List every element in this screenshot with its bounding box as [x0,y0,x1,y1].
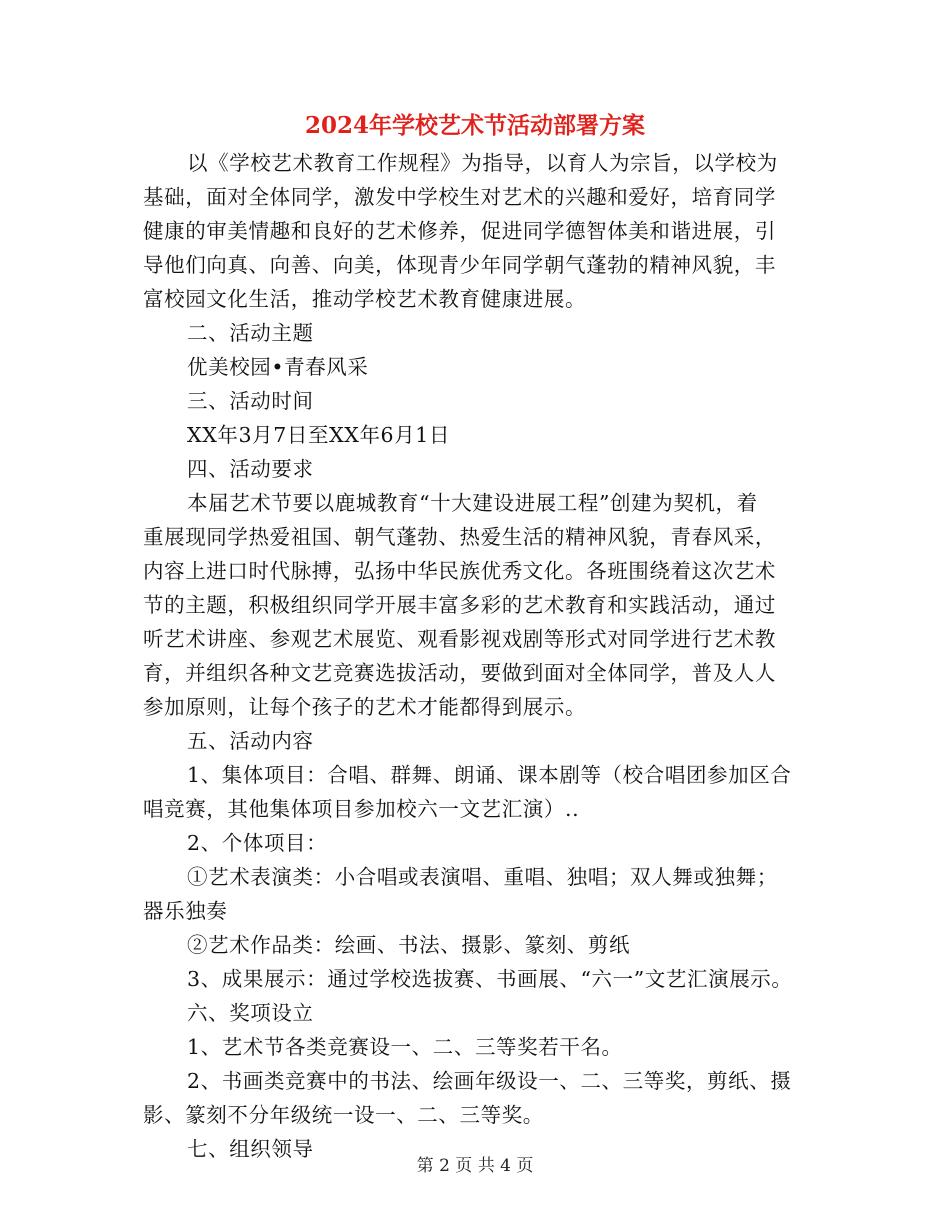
text-line: 2、个体项目： [187,831,328,855]
text-line: 导他们向真、向善、向美，体现青少年同学朝气蓬勃的精神风貌，丰 [143,253,776,277]
text-line: 富校园文化生活，推动学校艺术教育健康进展。 [143,287,587,311]
text-line: 1、艺术节各类竞赛设一、二、三等奖若干名。 [187,1035,623,1059]
text-line: 基础，面对全体同学，激发中学校生对艺术的兴趣和爱好，培育同学 [143,185,776,209]
text-line: 参加原则，让每个孩子的艺术才能都得到展示。 [143,695,587,719]
text-line: 器乐独奏 [143,899,228,923]
text-line: 六、奖项设立 [187,1001,314,1025]
text-line: 内容上进口时代脉搏，弘扬中华民族优秀文化。各班围绕着这次艺术 [143,559,776,583]
document-body [143,146,813,1166]
text-line: 优美校园•青春风采 [187,355,369,379]
text-line: 二、活动主题 [187,321,314,345]
text-line: 以《学校艺术教育工作规程》为指导，以育人为宗旨，以学校为 [187,151,778,175]
page-footer: 第 2 页 共 4 页 [416,1156,534,1176]
text-line: ②艺术作品类：绘画、书法、摄影、篆刻、剪纸 [187,933,631,957]
text-line: 本届艺术节要以鹿城教育“十大建设进展工程”创建为契机，着 [187,491,758,515]
text-line: 2、书画类竞赛中的书法、绘画年级设一、二、三等奖，剪纸、摄 [187,1069,792,1093]
text-line: 四、活动要求 [187,457,314,481]
text-line: 听艺术讲座、参观艺术展览、观看影视戏剧等形式对同学进行艺术教 [143,627,776,651]
text-line: 七、组织领导 [187,1137,314,1161]
text-line: 重展现同学热爱祖国、朝气蓬勃、热爱生活的精神风貌，青春风采， [143,525,776,549]
text-line: 唱竞赛，其他集体项目参加校六一文艺汇演）.. [143,797,580,821]
text-line: 健康的审美情趣和良好的艺术修养，促进同学德智体美和谐进展，引 [143,219,776,243]
text-line: 五、活动内容 [187,729,314,753]
text-line: 三、活动时间 [187,389,314,413]
text-line: 1、集体项目：合唱、群舞、朗诵、课本剧等（校合唱团参加区合 [187,763,792,787]
text-line: 影、篆刻不分年级统一设一、二、三等奖。 [143,1103,544,1127]
text-line: XX年3月7日至XX年6月1日 [187,423,451,447]
text-line: 3、成果展示：通过学校选拔赛、书画展、“六一”文艺汇演展示。 [187,967,793,991]
text-line: 节的主题，积极组织同学开展丰富多彩的艺术教育和实践活动，通过 [143,593,776,617]
document-title: 2024年学校艺术节活动部署方案 [304,112,645,139]
text-line: 育，并组织各种文艺竞赛选拔活动，要做到面对全体同学，普及人人 [143,661,776,685]
text-line: ①艺术表演类：小合唱或表演唱、重唱、独唱；双人舞或独舞； [187,865,778,889]
